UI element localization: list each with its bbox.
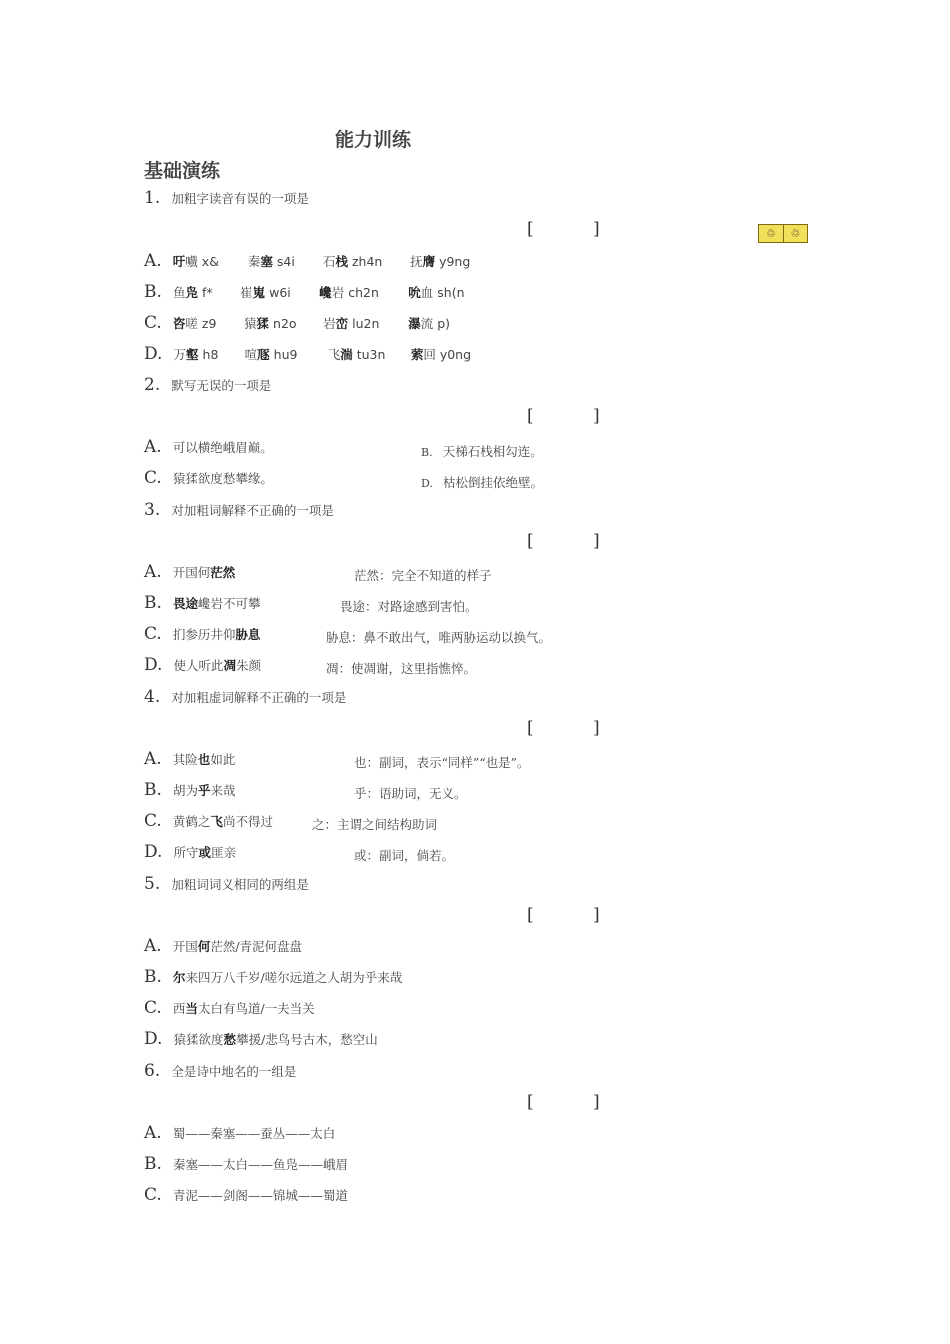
- option-row[interactable]: [421, 441, 543, 460]
- option-row[interactable]: D. 使人听此凋朱颜: [144, 655, 262, 675]
- option-explanation: 凋：使凋谢，这里指憔悴。: [326, 661, 477, 676]
- answer-bracket[interactable]: [ ]: [527, 406, 600, 426]
- answer-bracket[interactable]: [ ]: [527, 718, 600, 738]
- option-row[interactable]: A. 其险也如此: [144, 749, 236, 769]
- option-row[interactable]: C. 咨嗟 z9 猿猱 n2o 岩峦 lu2n 瀑流 p): [144, 313, 451, 333]
- option-text: 蜀——秦塞——蚕丛——太白: [172, 1126, 336, 1141]
- option-explanation: 之：主谓之间结构助词: [312, 817, 438, 832]
- question-number: 6.: [144, 1061, 161, 1081]
- option-letter: A.: [144, 437, 162, 457]
- recycle-icon[interactable]: ♲: [759, 225, 784, 242]
- option-row[interactable]: C. 扪参历井仰胁息: [144, 624, 261, 644]
- question-number: 1.: [144, 188, 161, 208]
- option-explanation: 畏途：对路途感到害怕。: [340, 599, 478, 614]
- question-text: 对加粗虚词解释不正确的一项是: [171, 690, 347, 705]
- option-row[interactable]: B. 畏途巉岩不可攀: [144, 593, 261, 613]
- option-explanation: 或：副词，倘若。: [354, 848, 455, 863]
- option-explanation: 乎：语助词，无义。: [354, 786, 467, 801]
- option-letter: B.: [144, 593, 162, 613]
- option-row[interactable]: [421, 472, 543, 491]
- question-text: 对加粗词解释不正确的一项是: [171, 503, 334, 518]
- option-letter: C.: [144, 468, 162, 488]
- option-explanation: 胁息：鼻不敢出气，唯两胁运动以换气。: [326, 630, 552, 645]
- answer-bracket[interactable]: [ ]: [527, 531, 600, 551]
- answer-bracket[interactable]: [ ]: [527, 219, 600, 239]
- option-row[interactable]: [144, 437, 273, 457]
- option-text: 可以横绝峨眉巅。: [172, 440, 273, 455]
- option-text: 青泥——剑阁——锦城——蜀道: [172, 1188, 348, 1203]
- option-letter: A.: [144, 1123, 162, 1143]
- option-letter: B.: [144, 282, 162, 302]
- option-explanation: 也：副词，表示“同样”“也是”。: [354, 755, 530, 770]
- question-text: 加粗词词义相同的两组是: [171, 877, 309, 892]
- option-row[interactable]: B. 鱼凫 f* 崔嵬 w6i 巉岩 ch2n 吮血 sh(n: [144, 282, 465, 302]
- page-title: 能力训练: [335, 129, 412, 151]
- option-letter: D.: [144, 655, 163, 675]
- section-heading: 基础演练: [144, 160, 221, 182]
- option-letter: D.: [144, 842, 163, 862]
- option-letter: A.: [144, 562, 162, 582]
- option-letter: C.: [144, 998, 162, 1018]
- option-row[interactable]: D. 万壑 h8 喧豗 hu9 飞湍 tu3n 萦回 y0ng: [144, 344, 472, 364]
- question-number: 4.: [144, 687, 161, 707]
- answer-bracket[interactable]: [ ]: [527, 1092, 600, 1112]
- option-letter: C.: [144, 313, 162, 333]
- option-row[interactable]: D. 猿猱欲度愁攀援/悲鸟号古木，愁空山: [144, 1029, 378, 1049]
- option-row[interactable]: A. 开国何茫然: [144, 562, 236, 582]
- option-letter: B.: [421, 446, 433, 459]
- option-letter: A.: [144, 936, 162, 956]
- option-text: 天梯石栈相勾连。: [442, 444, 543, 459]
- option-letter: B.: [144, 780, 162, 800]
- option-text: 猿猱欲度愁攀缘。: [172, 471, 273, 486]
- option-row[interactable]: C. 西当太白有鸟道/一夫当关: [144, 998, 315, 1018]
- option-row[interactable]: A. 开国何茫然/青泥何盘盘: [144, 936, 303, 956]
- option-row[interactable]: B. 尔来四万八千岁/嗟尔远道之人胡为乎来哉: [144, 967, 403, 987]
- option-row[interactable]: B. 胡为乎来哉: [144, 780, 236, 800]
- option-letter: B.: [144, 967, 162, 987]
- option-text: 秦塞——太白——鱼凫——峨眉: [173, 1157, 349, 1172]
- option-row[interactable]: [144, 1123, 335, 1143]
- question-text: 默写无误的一项是: [171, 378, 272, 393]
- option-letter: C.: [144, 1185, 162, 1205]
- question-text: 全是诗中地名的一组是: [171, 1064, 297, 1079]
- option-row[interactable]: A. 吁嚱 x& 秦塞 s4i 石栈 zh4n 抚膺 y9ng: [144, 251, 471, 271]
- option-letter: D.: [144, 344, 163, 364]
- option-letter: C.: [144, 811, 162, 831]
- question-text: 加粗字读音有误的一项是: [171, 191, 309, 206]
- option-letter: D.: [144, 1029, 163, 1049]
- option-letter: C.: [144, 624, 162, 644]
- question-number: 3.: [144, 500, 161, 520]
- option-letter: A.: [144, 251, 162, 271]
- question-number: 5.: [144, 874, 161, 894]
- option-explanation: 茫然：完全不知道的样子: [354, 568, 492, 583]
- recycle-icon[interactable]: ♲: [790, 227, 801, 240]
- answer-bracket[interactable]: [ ]: [527, 905, 600, 925]
- option-row[interactable]: [144, 468, 273, 488]
- option-row[interactable]: D. 所守或匪亲: [144, 842, 237, 862]
- option-row[interactable]: C. 黄鹤之飞尚不得过: [144, 811, 273, 831]
- option-letter: A.: [144, 749, 162, 769]
- option-text: 枯松倒挂依绝壁。: [443, 475, 544, 490]
- option-row[interactable]: [144, 1185, 348, 1205]
- question-number: 2.: [144, 375, 161, 395]
- toolbar-badge[interactable]: [758, 224, 808, 243]
- option-letter: D.: [421, 477, 433, 490]
- option-row[interactable]: [144, 1154, 348, 1174]
- option-letter: B.: [144, 1154, 162, 1174]
